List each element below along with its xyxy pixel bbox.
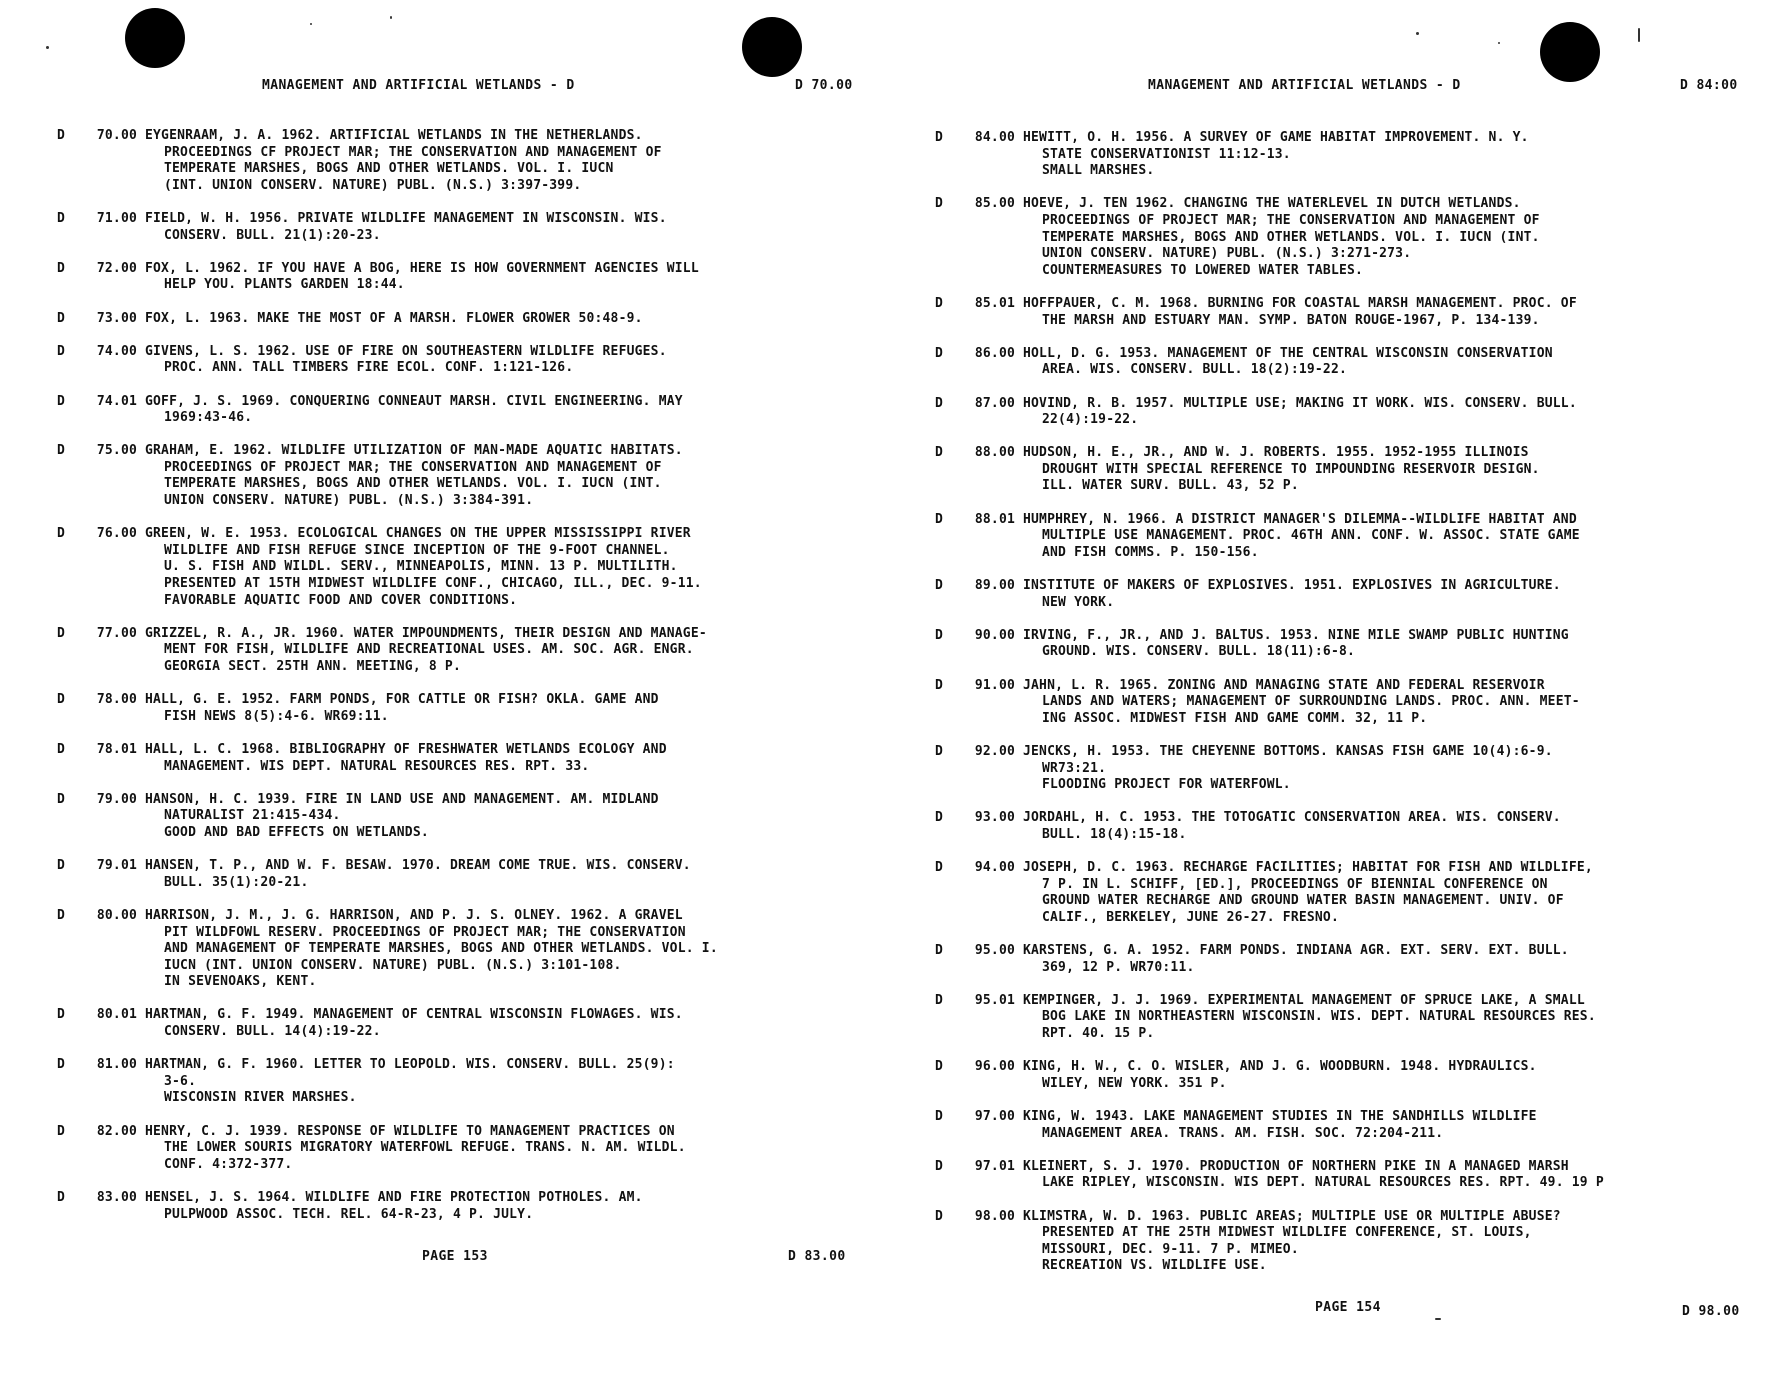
citation-line: ING ASSOC. MIDWEST FISH AND GAME COMM. 32, 11 P.	[1042, 710, 1428, 726]
citation-line: SMALL MARSHES.	[1042, 163, 1155, 179]
citation-entry	[935, 1109, 1791, 1142]
entry-category: D	[935, 445, 944, 461]
entry-citation	[145, 211, 887, 244]
citation-line: PROC. ANN. TALL TIMBERS FIRE ECOL. CONF. 1:121-126.	[164, 360, 574, 376]
citation-line: FOX, L. 1963. MAKE THE MOST OF A MARSH. FLOWER GROWER 50:48-9.	[145, 310, 643, 326]
entry-citation	[1023, 1059, 1791, 1092]
citation-entry	[935, 628, 1791, 661]
citation-line: 7 P. IN L. SCHIFF, [ED.], PROCEEDINGS OF BIENNIAL CONFERENCE ON	[1042, 876, 1548, 892]
entry-number: 95.00	[974, 943, 1015, 959]
entry-number: 72.00	[96, 260, 137, 276]
citation-entry	[935, 810, 1791, 843]
entry-citation	[145, 742, 887, 775]
citation-entry	[935, 1059, 1791, 1092]
citation-line: FIELD, W. H. 1956. PRIVATE WILDLIFE MANAGEMENT IN WISCONSIN. WIS.	[145, 210, 667, 226]
entry-number: 74.00	[96, 343, 137, 359]
entry-citation	[145, 128, 887, 194]
citation-line: KING, H. W., C. O. WISLER, AND J. G. WOODBURN. 1948. HYDRAULICS.	[1023, 1059, 1537, 1075]
entry-citation	[1023, 628, 1791, 661]
citation-line: INSTITUTE OF MAKERS OF EXPLOSIVES. 1951. EXPLOSIVES IN AGRICULTURE.	[1023, 578, 1561, 594]
entry-citation	[1023, 512, 1791, 562]
entry-number: 88.01	[974, 511, 1015, 527]
citation-line: GROUND. WIS. CONSERV. BULL. 18(11):6-8.	[1042, 644, 1356, 660]
citation-line: TEMPERATE MARSHES, BOGS AND OTHER WETLANDS. VOL. I. IUCN	[164, 161, 614, 177]
entry-category: D	[57, 1123, 66, 1139]
citation-line: IUCN (INT. UNION CONSERV. NATURE) PUBL. (N.S.) 3:101-108.	[164, 957, 622, 973]
entry-citation	[145, 344, 887, 377]
entry-list	[57, 128, 887, 1240]
citation-line: MANAGEMENT AREA. TRANS. AM. FISH. SOC. 72:204-211.	[1042, 1125, 1444, 1141]
citation-line: COUNTERMEASURES TO LOWERED WATER TABLES.	[1042, 262, 1364, 278]
citation-line: FOX, L. 1962. IF YOU HAVE A BOG, HERE IS HOW GOVERNMENT AGENCIES WILL	[145, 260, 699, 276]
citation-line: HANSON, H. C. 1939. FIRE IN LAND USE AND MANAGEMENT. AM. MIDLAND	[145, 791, 659, 807]
punch-hole-icon	[742, 17, 802, 77]
citation-line: GRIZZEL, R. A., JR. 1960. WATER IMPOUNDMENTS, THEIR DESIGN AND MANAGE-	[145, 625, 707, 641]
citation-entry	[935, 296, 1791, 329]
citation-line: PRESENTED AT 15TH MIDWEST WILDLIFE CONF., CHICAGO, ILL., DEC. 9-11.	[164, 576, 702, 592]
citation-line: HALL, G. E. 1952. FARM PONDS, FOR CATTLE OR FISH? OKLA. GAME AND	[145, 692, 659, 708]
entry-category: D	[935, 943, 944, 959]
entry-category: D	[935, 1208, 944, 1224]
entry-number: 85.01	[974, 295, 1015, 311]
entry-number: 76.00	[96, 526, 137, 542]
entry-number: 96.00	[974, 1059, 1015, 1075]
citation-entry	[935, 1159, 1791, 1192]
citation-line: EYGENRAAM, J. A. 1962. ARTIFICIAL WETLANDS IN THE NETHERLANDS.	[145, 128, 643, 143]
entry-citation	[1023, 810, 1791, 843]
entry-citation	[1023, 396, 1791, 429]
citation-line: JENCKS, H. 1953. THE CHEYENNE BOTTOMS. KANSAS FISH GAME 10(4):6-9.	[1023, 743, 1553, 759]
entry-citation	[1023, 130, 1791, 180]
citation-line: MANAGEMENT. WIS DEPT. NATURAL RESOURCES RES. RPT. 33.	[164, 758, 590, 774]
citation-entry	[57, 1057, 887, 1107]
entry-category: D	[57, 310, 66, 326]
entry-category: D	[57, 443, 66, 459]
citation-line: THE MARSH AND ESTUARY MAN. SYMP. BATON ROUGE-1967, P. 134-139.	[1042, 312, 1540, 328]
citation-entry	[935, 445, 1791, 495]
entry-category: D	[57, 741, 66, 757]
punch-hole-icon	[1540, 22, 1600, 82]
citation-line: 3-6.	[164, 1073, 197, 1089]
citation-entry	[935, 744, 1791, 794]
citation-line: RPT. 40. 15 P.	[1042, 1026, 1155, 1042]
entry-category: D	[57, 692, 66, 708]
citation-entry	[57, 742, 887, 775]
citation-line: MULTIPLE USE MANAGEMENT. PROC. 46TH ANN. CONF. W. ASSOC. STATE GAME	[1042, 528, 1580, 544]
entry-number: 70.00	[96, 128, 137, 143]
entry-number: 92.00	[974, 743, 1015, 759]
entry-citation	[1023, 943, 1791, 976]
entry-category: D	[57, 343, 66, 359]
citation-line: PROCEEDINGS OF PROJECT MAR; THE CONSERVATION AND MANAGEMENT OF	[164, 459, 662, 475]
citation-entry	[57, 261, 887, 294]
entry-citation	[145, 692, 887, 725]
citation-line: 369, 12 P. WR70:11.	[1042, 959, 1195, 975]
page-number: PAGE 154	[1315, 1300, 1381, 1315]
citation-line: U. S. FISH AND WILDL. SERV., MINNEAPOLIS, MINN. 13 P. MULTILITH.	[164, 559, 678, 575]
citation-line: KARSTENS, G. A. 1952. FARM PONDS. INDIANA AGR. EXT. SERV. EXT. BULL.	[1023, 943, 1569, 959]
citation-entry	[57, 792, 887, 842]
citation-line: PROCEEDINGS CF PROJECT MAR; THE CONSERVATION AND MANAGEMENT OF	[164, 144, 662, 160]
citation-line: HANSEN, T. P., AND W. F. BESAW. 1970. DREAM COME TRUE. WIS. CONSERV.	[145, 858, 691, 874]
entry-category: D	[57, 625, 66, 641]
citation-line: HOFFPAUER, C. M. 1968. BURNING FOR COASTAL MARSH MANAGEMENT. PROC. OF	[1023, 295, 1577, 311]
citation-entry	[57, 626, 887, 676]
citation-line: TEMPERATE MARSHES, BOGS AND OTHER WETLANDS. VOL. I. IUCN (INT.	[164, 476, 662, 492]
entry-number: 94.00	[974, 860, 1015, 876]
citation-line: CONSERV. BULL. 21(1):20-23.	[164, 227, 381, 243]
citation-entry	[935, 512, 1791, 562]
citation-line: RECREATION VS. WILDLIFE USE.	[1042, 1258, 1267, 1274]
entry-category: D	[57, 1007, 66, 1023]
page-footer-code: D 98.00	[1682, 1304, 1740, 1319]
citation-line: (INT. UNION CONSERV. NATURE) PUBL. (N.S.) 3:397-399.	[164, 177, 582, 193]
citation-line: HEWITT, O. H. 1956. A SURVEY OF GAME HABITAT IMPROVEMENT. N. Y.	[1023, 130, 1529, 145]
entry-category: D	[57, 210, 66, 226]
citation-line: AND FISH COMMS. P. 150-156.	[1042, 544, 1259, 560]
citation-line: BOG LAKE IN NORTHEASTERN WISCONSIN. WIS. DEPT. NATURAL RESOURCES RES.	[1042, 1009, 1596, 1025]
page-header-code: D 84:00	[1680, 78, 1738, 93]
entry-citation	[145, 1057, 887, 1107]
entry-number: 73.00	[96, 310, 137, 326]
entry-category: D	[935, 992, 944, 1008]
page-footer-code: D 83.00	[788, 1249, 846, 1264]
page-number: PAGE 153	[422, 1249, 488, 1264]
citation-line: JOSEPH, D. C. 1963. RECHARGE FACILITIES; HABITAT FOR FISH AND WILDLIFE,	[1023, 860, 1593, 876]
citation-line: AREA. WIS. CONSERV. BULL. 18(2):19-22.	[1042, 362, 1348, 378]
citation-line: KLIMSTRA, W. D. 1963. PUBLIC AREAS; MULTIPLE USE OR MULTIPLE ABUSE?	[1023, 1208, 1561, 1224]
citation-line: LANDS AND WATERS; MANAGEMENT OF SURROUNDING LANDS. PROC. ANN. MEET-	[1042, 694, 1580, 710]
citation-entry	[57, 908, 887, 991]
entry-citation	[1023, 1159, 1791, 1192]
citation-line: KING, W. 1943. LAKE MANAGEMENT STUDIES IN THE SANDHILLS WILDLIFE	[1023, 1109, 1537, 1125]
entry-citation	[145, 394, 887, 427]
entry-number: 79.00	[96, 791, 137, 807]
entry-number: 95.01	[974, 992, 1015, 1008]
citation-line: UNION CONSERV. NATURE) PUBL. (N.S.) 3:271-273.	[1042, 246, 1412, 262]
entry-citation	[1023, 346, 1791, 379]
entry-number: 97.01	[974, 1158, 1015, 1174]
entry-number: 90.00	[974, 627, 1015, 643]
citation-line: KLEINERT, S. J. 1970. PRODUCTION OF NORTHERN PIKE IN A MANAGED MARSH	[1023, 1158, 1569, 1174]
entry-category: D	[57, 128, 66, 143]
citation-line: NEW YORK.	[1042, 594, 1115, 610]
citation-line: WR73:21.	[1042, 760, 1107, 776]
entry-category: D	[935, 196, 944, 212]
citation-line: HOLL, D. G. 1953. MANAGEMENT OF THE CENTRAL WISCONSIN CONSERVATION	[1023, 345, 1553, 361]
citation-line: PULPWOOD ASSOC. TECH. REL. 64-R-23, 4 P. JULY.	[164, 1206, 534, 1222]
citation-line: LAKE RIPLEY, WISCONSIN. WIS DEPT. NATURAL RESOURCES RES. RPT. 49. 19 P	[1042, 1175, 1604, 1191]
entry-citation	[1023, 1109, 1791, 1142]
citation-line: BULL. 18(4):15-18.	[1042, 826, 1187, 842]
citation-line: AND MANAGEMENT OF TEMPERATE MARSHES, BOGS AND OTHER WETLANDS. VOL. I.	[164, 941, 718, 957]
citation-entry	[57, 311, 887, 328]
citation-line: GOFF, J. S. 1969. CONQUERING CONNEAUT MARSH. CIVIL ENGINEERING. MAY	[145, 393, 683, 409]
citation-entry	[57, 128, 887, 194]
citation-entry	[935, 196, 1791, 279]
citation-line: PIT WILDFOWL RESERV. PROCEEDINGS OF PROJECT MAR; THE CONSERVATION	[164, 924, 686, 940]
citation-entry	[935, 943, 1791, 976]
citation-line: UNION CONSERV. NATURE) PUBL. (N.S.) 3:384-391.	[164, 493, 534, 509]
citation-entry	[57, 443, 887, 509]
citation-entry	[57, 526, 887, 609]
citation-line: HALL, L. C. 1968. BIBLIOGRAPHY OF FRESHWATER WETLANDS ECOLOGY AND	[145, 741, 667, 757]
entry-category: D	[57, 858, 66, 874]
citation-entry	[57, 211, 887, 244]
entry-citation	[1023, 196, 1791, 279]
citation-line: MENT FOR FISH, WILDLIFE AND RECREATIONAL USES. AM. SOC. AGR. ENGR.	[164, 642, 694, 658]
entry-citation	[1023, 744, 1791, 794]
citation-line: GRAHAM, E. 1962. WILDLIFE UTILIZATION OF MAN-MADE AQUATIC HABITATS.	[145, 443, 683, 459]
entry-number: 74.01	[96, 393, 137, 409]
citation-line: IRVING, F., JR., AND J. BALTUS. 1953. NINE MILE SWAMP PUBLIC HUNTING	[1023, 627, 1569, 643]
entry-citation	[145, 311, 887, 328]
entry-citation	[145, 792, 887, 842]
entry-citation	[145, 1190, 887, 1223]
entry-citation	[145, 261, 887, 294]
citation-line: HUDSON, H. E., JR., AND W. J. ROBERTS. 1955. 1952-1955 ILLINOIS	[1023, 445, 1529, 461]
entry-number: 93.00	[974, 810, 1015, 826]
entry-category: D	[57, 393, 66, 409]
citation-line: HENRY, C. J. 1939. RESPONSE OF WILDLIFE TO MANAGEMENT PRACTICES ON	[145, 1123, 675, 1139]
citation-line: NATURALIST 21:415-434.	[164, 808, 341, 824]
citation-line: HELP YOU. PLANTS GARDEN 18:44.	[164, 277, 405, 293]
entry-number: 71.00	[96, 210, 137, 226]
citation-line: ILL. WATER SURV. BULL. 43, 52 P.	[1042, 478, 1299, 494]
citation-line: CALIF., BERKELEY, JUNE 26-27. FRESNO.	[1042, 909, 1339, 925]
entry-number: 97.00	[974, 1109, 1015, 1125]
citation-line: WILEY, NEW YORK. 351 P.	[1042, 1075, 1227, 1091]
citation-line: GOOD AND BAD EFFECTS ON WETLANDS.	[164, 824, 429, 840]
entry-number: 79.01	[96, 858, 137, 874]
right-page	[895, 0, 1791, 1380]
entry-category: D	[935, 1158, 944, 1174]
entry-citation	[1023, 860, 1791, 926]
entry-number: 83.00	[96, 1190, 137, 1205]
citation-line: GEORGIA SECT. 25TH ANN. MEETING, 8 P.	[164, 659, 461, 674]
citation-entry	[57, 1124, 887, 1174]
entry-citation	[1023, 296, 1791, 329]
entry-citation	[145, 443, 887, 509]
citation-line: HUMPHREY, N. 1966. A DISTRICT MANAGER'S DILEMMA--WILDLIFE HABITAT AND	[1023, 511, 1577, 527]
entry-category: D	[935, 1059, 944, 1075]
entry-citation	[145, 1007, 887, 1040]
citation-line: WISCONSIN RIVER MARSHES.	[164, 1090, 357, 1106]
citation-line: WILDLIFE AND FISH REFUGE SINCE INCEPTION OF THE 9-FOOT CHANNEL.	[164, 542, 670, 558]
citation-line: STATE CONSERVATIONIST 11:12-13.	[1042, 146, 1291, 162]
entry-number: 82.00	[96, 1123, 137, 1139]
citation-line: DROUGHT WITH SPECIAL REFERENCE TO IMPOUNDING RESERVOIR DESIGN.	[1042, 461, 1540, 477]
citation-line: HARTMAN, G. F. 1949. MANAGEMENT OF CENTRAL WISCONSIN FLOWAGES. WIS.	[145, 1007, 683, 1023]
punch-hole-icon	[125, 8, 185, 68]
citation-entry	[57, 692, 887, 725]
citation-line: JAHN, L. R. 1965. ZONING AND MANAGING STATE AND FEDERAL RESERVOIR	[1023, 677, 1545, 693]
citation-entry	[935, 678, 1791, 728]
entry-category: D	[57, 791, 66, 807]
citation-line: KEMPINGER, J. J. 1969. EXPERIMENTAL MANAGEMENT OF SPRUCE LAKE, A SMALL	[1023, 992, 1585, 1008]
entry-citation	[1023, 445, 1791, 495]
entry-number: 78.00	[96, 692, 137, 708]
citation-line: HOEVE, J. TEN 1962. CHANGING THE WATERLEVEL IN DUTCH WETLANDS.	[1023, 196, 1521, 212]
entry-category: D	[935, 295, 944, 311]
entry-citation	[145, 626, 887, 676]
citation-entry	[935, 993, 1791, 1043]
entry-citation	[145, 858, 887, 891]
entry-citation	[145, 908, 887, 991]
entry-category: D	[57, 260, 66, 276]
entry-category: D	[935, 395, 944, 411]
citation-entry	[935, 860, 1791, 926]
citation-line: FISH NEWS 8(5):4-6. WR69:11.	[164, 708, 389, 724]
entry-category: D	[935, 810, 944, 826]
citation-line: FAVORABLE AQUATIC FOOD AND COVER CONDITIONS.	[164, 592, 518, 608]
citation-line: HARTMAN, G. F. 1960. LETTER TO LEOPOLD. WIS. CONSERV. BULL. 25(9):	[145, 1057, 675, 1073]
citation-line: HENSEL, J. S. 1964. WILDLIFE AND FIRE PROTECTION POTHOLES. AM.	[145, 1190, 643, 1205]
left-page	[0, 0, 895, 1380]
entry-number: 85.00	[974, 196, 1015, 212]
citation-line: BULL. 35(1):20-21.	[164, 874, 309, 890]
citation-entry	[935, 130, 1791, 180]
citation-entry	[57, 1190, 887, 1223]
entry-number: 88.00	[974, 445, 1015, 461]
entry-number: 78.01	[96, 741, 137, 757]
entry-citation	[145, 1124, 887, 1174]
entry-category: D	[935, 627, 944, 643]
citation-line: FLOODING PROJECT FOR WATERFOWL.	[1042, 777, 1291, 793]
entry-category: D	[57, 526, 66, 542]
entry-category: D	[935, 677, 944, 693]
entry-number: 84.00	[974, 130, 1015, 145]
page-header-title: MANAGEMENT AND ARTIFICIAL WETLANDS - D	[1148, 78, 1461, 93]
citation-line: MISSOURI, DEC. 9-11. 7 P. MIMEO.	[1042, 1241, 1299, 1257]
entry-list	[935, 130, 1791, 1292]
citation-line: PRESENTED AT THE 25TH MIDWEST WILDLIFE CONFERENCE, ST. LOUIS,	[1042, 1225, 1532, 1241]
entry-number: 91.00	[974, 677, 1015, 693]
citation-line: THE LOWER SOURIS MIGRATORY WATERFOWL REFUGE. TRANS. N. AM. WILDL.	[164, 1140, 686, 1156]
entry-category: D	[935, 511, 944, 527]
entry-category: D	[57, 1057, 66, 1073]
citation-line: JORDAHL, H. C. 1953. THE TOTOGATIC CONSERVATION AREA. WIS. CONSERV.	[1023, 810, 1561, 826]
entry-category: D	[935, 860, 944, 876]
entry-number: 87.00	[974, 395, 1015, 411]
entry-citation	[1023, 678, 1791, 728]
entry-citation	[1023, 578, 1791, 611]
entry-citation	[1023, 993, 1791, 1043]
entry-category: D	[935, 743, 944, 759]
citation-line: GROUND WATER RECHARGE AND GROUND WATER BASIN MANAGEMENT. UNIV. OF	[1042, 893, 1564, 909]
citation-entry	[935, 346, 1791, 379]
citation-line: PROCEEDINGS OF PROJECT MAR; THE CONSERVATION AND MANAGEMENT OF	[1042, 212, 1540, 228]
citation-line: GIVENS, L. S. 1962. USE OF FIRE ON SOUTHEASTERN WILDLIFE REFUGES.	[145, 343, 667, 359]
citation-entry	[935, 1209, 1791, 1275]
citation-entry	[57, 1007, 887, 1040]
citation-line: 22(4):19-22.	[1042, 412, 1139, 428]
citation-line: IN SEVENOAKS, KENT.	[164, 974, 317, 990]
entry-number: 98.00	[974, 1208, 1015, 1224]
citation-entry	[57, 394, 887, 427]
entry-number: 86.00	[974, 345, 1015, 361]
citation-entry	[57, 858, 887, 891]
citation-entry	[935, 396, 1791, 429]
entry-number: 89.00	[974, 578, 1015, 594]
entry-category: D	[935, 1109, 944, 1125]
entry-category: D	[935, 578, 944, 594]
entry-category: D	[57, 1190, 66, 1205]
entry-citation	[145, 526, 887, 609]
citation-line: CONSERV. BULL. 14(4):19-22.	[164, 1024, 381, 1040]
citation-line: 1969:43-46.	[164, 410, 253, 426]
citation-line: HOVIND, R. B. 1957. MULTIPLE USE; MAKING IT WORK. WIS. CONSERV. BULL.	[1023, 395, 1577, 411]
entry-number: 80.00	[96, 907, 137, 923]
page-header-title: MANAGEMENT AND ARTIFICIAL WETLANDS - D	[262, 78, 575, 93]
citation-line: CONF. 4:372-377.	[164, 1156, 293, 1172]
citation-entry	[935, 578, 1791, 611]
entry-citation	[1023, 1209, 1791, 1275]
citation-line: GREEN, W. E. 1953. ECOLOGICAL CHANGES ON THE UPPER MISSISSIPPI RIVER	[145, 526, 691, 542]
entry-category: D	[57, 907, 66, 923]
entry-category: D	[935, 345, 944, 361]
entry-number: 80.01	[96, 1007, 137, 1023]
entry-number: 81.00	[96, 1057, 137, 1073]
entry-number: 75.00	[96, 443, 137, 459]
page-header-code: D 70.00	[795, 78, 853, 93]
citation-entry	[57, 344, 887, 377]
entry-category: D	[935, 130, 944, 145]
citation-line: TEMPERATE MARSHES, BOGS AND OTHER WETLANDS. VOL. I. IUCN (INT.	[1042, 229, 1540, 245]
citation-line: HARRISON, J. M., J. G. HARRISON, AND P. J. S. OLNEY. 1962. A GRAVEL	[145, 907, 683, 923]
entry-number: 77.00	[96, 625, 137, 641]
